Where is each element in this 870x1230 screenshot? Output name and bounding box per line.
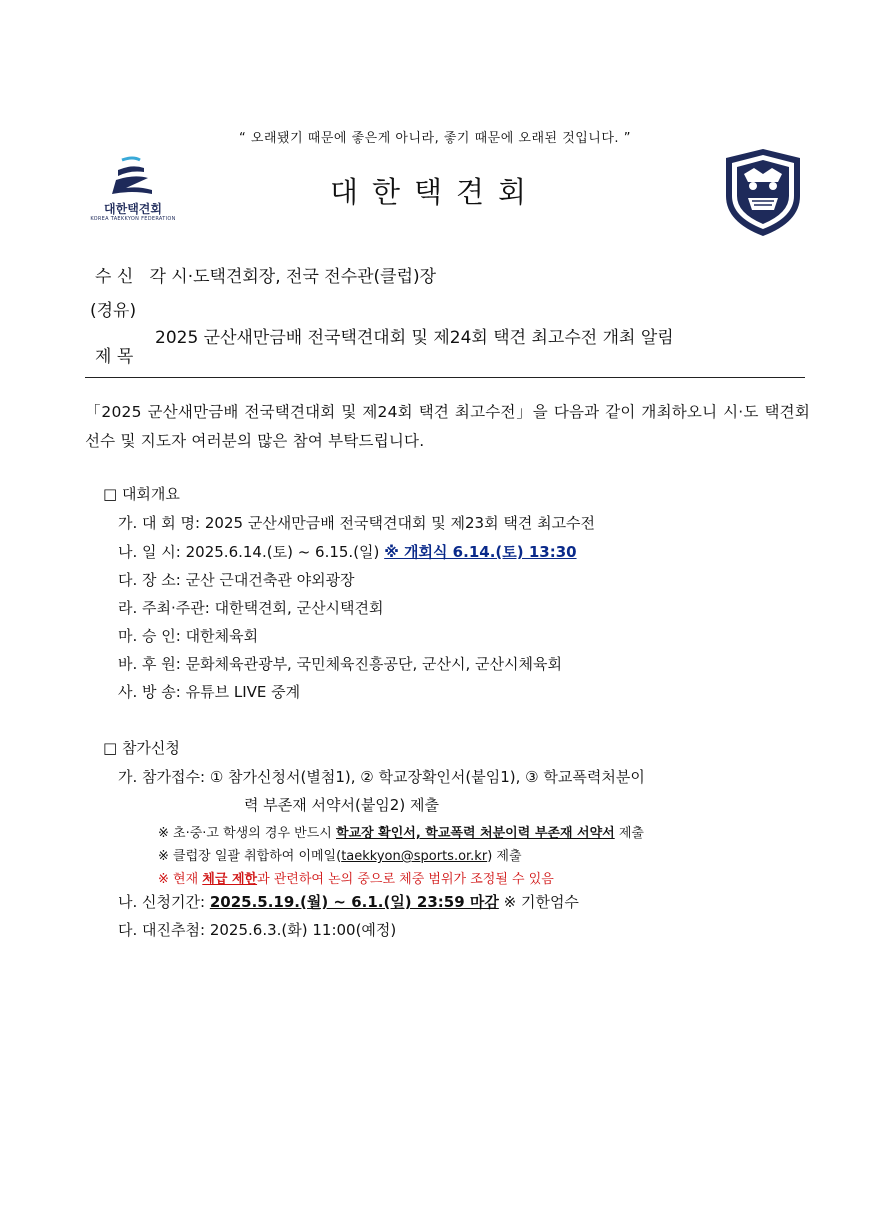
application-value: ① 참가신청서(별첨1), ② 학교장확인서(붙임1), ③ 학교폭력처분이: [209, 768, 645, 786]
overview-label: 나. 일 시:: [118, 543, 181, 561]
overview-value: 2025 군산새만금배 전국택견대회 및 제23회 택견 최고수전: [204, 514, 596, 532]
page-title: 대한택견회: [329, 175, 541, 209]
overview-value: 유튜브 LIVE 중계: [185, 683, 301, 701]
overview-row-host: [118, 597, 384, 618]
opening-ceremony-highlight: ※ 개회식 6.14.(토) 13:30: [384, 543, 577, 561]
note-email-submission: ※ 클럽장 일괄 취합하여 이메일(taekkyon@sports.or.kr) 제출: [158, 849, 522, 864]
application-row-period: [118, 891, 579, 912]
mask-emblem-icon: [720, 146, 806, 240]
recipient-label: 수 신: [95, 267, 134, 287]
application-value: 2025.6.3.(화) 11:00(예정): [209, 921, 397, 939]
overview-row-venue: [118, 569, 355, 590]
overview-label: 바. 후 원:: [118, 655, 181, 673]
application-label: 나. 신청기간:: [118, 893, 206, 911]
overview-value: 문화체육관광부, 국민체육진흥공단, 군산시, 군산시체육회: [185, 655, 562, 673]
overview-value: 대한체육회: [185, 627, 259, 645]
overview-label: 가. 대 회 명:: [118, 514, 201, 532]
application-row-draw: [118, 919, 396, 940]
federation-logo-text: 대한택견회: [104, 202, 162, 216]
overview-row-name: [118, 512, 595, 533]
overview-row-date: [118, 541, 577, 562]
overview-label: 다. 장 소:: [118, 571, 181, 589]
weight-class-emphasis: 체급 제한: [202, 872, 258, 887]
recipient-row: [95, 262, 436, 287]
header-divider: [85, 377, 805, 378]
note-weight-class: ※ 현재 체급 제한과 관련하여 논의 중으로 체중 범위가 조정될 수 있음: [158, 872, 554, 887]
application-label: 가. 참가접수:: [118, 768, 206, 786]
note-school-documents: ※ 초·중·고 학생의 경우 반드시 학교장 확인서, 학교폭력 처분이력 부존재 서약서 제출: [158, 826, 644, 841]
overview-value: 대한택견회, 군산시택견회: [214, 599, 384, 617]
application-row-submission-cont: 력 부존재 서약서(붙임2) 제출: [244, 796, 439, 814]
application-period-emphasis: 2025.5.19.(월) ~ 6.1.(일) 23:59 마감: [209, 893, 499, 911]
section-heading-overview: □ 대회개요: [103, 485, 180, 503]
subject-label: 제 목: [95, 347, 134, 367]
overview-row-approval: [118, 625, 258, 646]
federation-logo-subtext: KOREA TAEKKYON FEDERATION: [90, 216, 176, 222]
motto: “ 오래됐기 때문에 좋은게 아니라, 좋기 때문에 오래된 것입니다. ”: [239, 131, 631, 146]
overview-value: 2025.6.14.(토) ~ 6.15.(일): [185, 543, 380, 561]
subject-value: 2025 군산새만금배 전국택견대회 및 제24회 택견 최고수전 개최 알림: [155, 328, 674, 348]
deadline-note: ※ 기한엄수: [503, 893, 579, 911]
overview-row-sponsor: [118, 653, 562, 674]
via-label: (경유): [90, 301, 137, 321]
application-row-submission: [118, 766, 645, 787]
overview-label: 사. 방 송:: [118, 683, 181, 701]
overview-label: 마. 승 인:: [118, 627, 181, 645]
application-label: 다. 대진추첨:: [118, 921, 206, 939]
overview-value: 군산 근대건축관 야외광장: [185, 571, 355, 589]
required-documents-emphasis: 학교장 확인서, 학교폭력 처분이력 부존재 서약서: [335, 826, 615, 841]
intro-paragraph: 「2025 군산새만금배 전국택견대회 및 제24회 택견 최고수전」을 다음과 같이 개최하오니 시·도 택견회 선수 및 지도자 여러분의 많은 참여 부탁드립니다.: [85, 403, 810, 450]
section-heading-application: □ 참가신청: [103, 739, 180, 757]
recipient-value: 각 시·도택견회장, 전국 전수관(클럽)장: [149, 267, 437, 287]
overview-label: 라. 주최·주관:: [118, 599, 210, 617]
overview-row-broadcast: [118, 681, 300, 702]
email-link[interactable]: taekkyon@sports.or.kr: [341, 849, 488, 864]
